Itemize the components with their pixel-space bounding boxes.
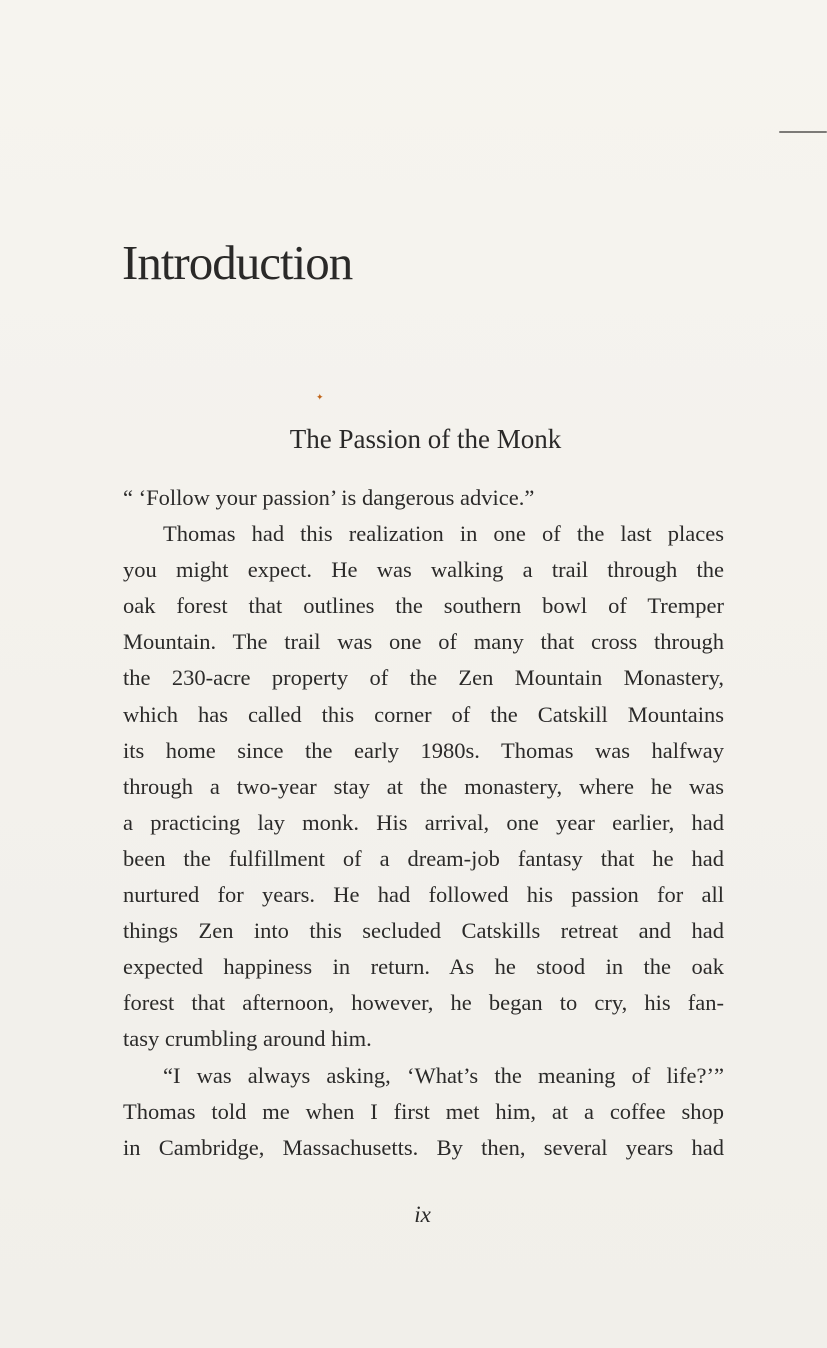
page-number: ix — [414, 1202, 431, 1227]
chapter-title: Introduction — [122, 235, 353, 290]
body-line: in Cambridge, Massachusetts. By then, several years had — [123, 1134, 724, 1160]
page-edge-mark — [779, 131, 827, 133]
body-text — [123, 480, 724, 1166]
body-line: “I was always asking, ‘What’s the meaning of life?’” — [163, 1062, 724, 1088]
body-line: Thomas told me when I first met him, at a coffee shop — [123, 1098, 724, 1124]
body-line: a practicing lay monk. His arrival, one year earlier, had — [123, 809, 724, 835]
section-title: The Passion of the Monk — [289, 424, 562, 454]
body-line: Thomas had this realization in one of the last places — [163, 521, 724, 547]
body-line: Mountain. The trail was one of many that cross through — [123, 629, 724, 655]
body-line: you might expect. He was walking a trail through the — [123, 557, 724, 583]
body-line: things Zen into this secluded Catskills retreat and had — [123, 918, 724, 944]
ornament-icon: ✦ — [316, 393, 324, 403]
body-line: which has called this corner of the Catskill Mountains — [123, 701, 724, 727]
body-line: through a two-year stay at the monastery, where he was — [123, 773, 724, 799]
body-line: the 230-acre property of the Zen Mountain Monastery, — [123, 665, 724, 691]
body-line: been the fulfillment of a dream-job fantasy that he had — [123, 845, 724, 871]
body-line: its home since the early 1980s. Thomas was halfway — [123, 737, 724, 763]
body-line: nurtured for years. He had followed his passion for all — [123, 882, 724, 908]
body-line: forest that afternoon, however, he began to cry, his fan- — [123, 990, 724, 1016]
body-line: oak forest that outlines the southern bowl of Tremper — [123, 593, 724, 619]
body-line: “ ‘Follow your passion’ is dangerous advice.” — [123, 485, 535, 510]
body-line: expected happiness in return. As he stood in the oak — [123, 954, 724, 980]
body-line: tasy crumbling around him. — [123, 1026, 372, 1052]
